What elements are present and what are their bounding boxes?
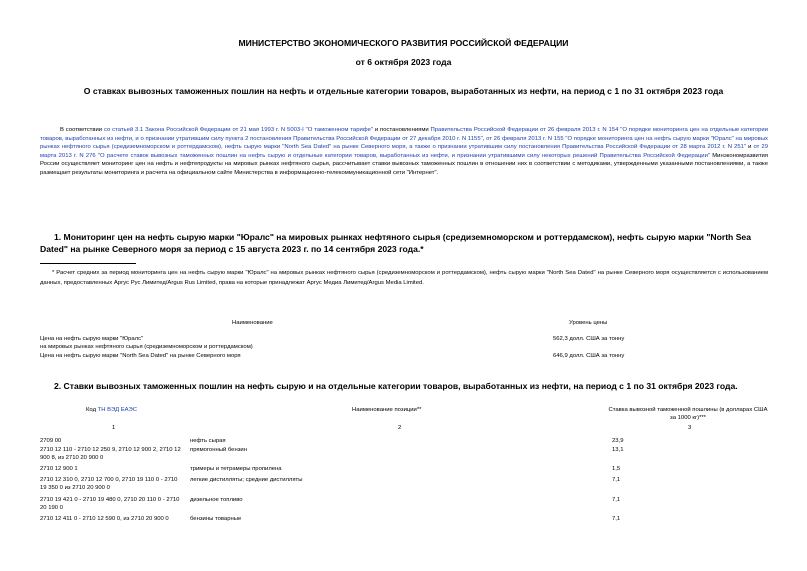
table2-row-code: 2709 00	[40, 438, 62, 444]
ministry-heading: МИНИСТЕРСТВО ЭКОНОМИЧЕСКОГО РАЗВИТИЯ РОССИЙСКОЙ ФЕДЕРАЦИИ	[238, 38, 569, 48]
table2-row-name: бензины товарные	[190, 516, 242, 522]
table2-row-name: прямогонный бензин	[190, 447, 247, 453]
table1-row-price: 646,9 долл. США за тонну	[553, 353, 625, 359]
table2-colnum: 1	[112, 425, 116, 431]
table1-row-name-line: Цена на нефть сырую марки "Юралс"	[40, 336, 144, 342]
decree-154-link[interactable]: Правительства Российской Федерации от 26 февраля 2013 г. N 154 "О порядке мониторинга цен на отдельные категории товаров, выработанных из нефти, и о признании утратившим силу пункта 2 постановления Правительства Российской Федерации от 27 декабря 2010 г. N 1155"	[40, 127, 768, 142]
table1-row-name	[40, 335, 460, 351]
intro-text: и	[746, 144, 754, 151]
footnote-divider	[40, 263, 136, 264]
table2-row-rate: 7,1	[612, 516, 621, 522]
table2-row-code: 2710 19 421 0 - 2710 19 480 0, 2710 20 110 0 - 2710 20 190 0	[40, 497, 180, 511]
table2-row-rate: 23,9	[612, 438, 624, 444]
decree-276-link[interactable]: от 29 марта 2013 г. N 276 "О расчете ставок вывозных таможенных пошлин на нефть сырую и отдельные категории товаров, выработанных из нефти, и признании утратившими силу некоторых решений Правительства Российской Федерации"	[40, 144, 768, 159]
table2-row-name: дизельное топливо	[190, 497, 243, 503]
table2-row-code: 2710 12 900 1	[40, 466, 78, 472]
document-title: О ставках вывозных таможенных пошлин на нефть и отдельные категории товаров, выработанных из нефти, на период с 1 по 31 октября 2023 года	[83, 86, 724, 96]
table1-header-price: Уровень цены	[569, 320, 608, 326]
table2-row-rate: 7,1	[612, 497, 621, 503]
section-2-heading: 2. Ставки вывозных таможенных пошлин на нефть сырую и на отдельные категории товаров, выработанных из нефти, на период с 1 по 31 октября 2023 года.	[54, 381, 738, 391]
table2-row-code: 2710 12 411 0 - 2710 12 590 0, из 2710 20 900 0	[40, 516, 169, 522]
tnved-link[interactable]: ТН ВЭД ЕАЭС	[97, 407, 137, 413]
intro-text: ,	[482, 135, 487, 142]
table2-row-rate: 7,1	[612, 477, 621, 483]
table2-row-name: легкие дистилляты; средние дистилляты	[190, 477, 303, 483]
footnote: * Расчет средних за период мониторинга цен на нефть сырую марки "Юралс" на мировых рынках нефтяного сырья (средиземноморском и роттердамском), нефть сырую марки "North Sea Dated" на рынке Северного моря осуществляется с использованием данных, предоставленных Аргус Рус Лимитед/Argus Rus Limited, права на которые принадлежат Аргус Медиа Лимитед/Argus Media Limited.	[40, 270, 768, 286]
table2-row-name: нефть сырая	[190, 438, 226, 444]
table2-row-name: тримеры и тетрамеры пропилена	[190, 466, 282, 472]
table2-row-code: 2710 12 310 0, 2710 12 700 0, 2710 19 110 0 - 2710 19 350 0 из 2710 20 900 0	[40, 477, 178, 491]
intro-text: Минэкономразвития России осуществляет мониторинг цен на нефть и нефтепродукты на мировых рынках нефтяного сырья, рассчитывает ставки вывозных таможенных пошлин в отношении них в соответствии с методиками, утвержденными указанными постановлениями, а также размещает результаты мониторинга и расчета на официальном сайте Министерства в информационно-телекоммуникационной сети "Интернет".	[40, 152, 768, 176]
table2-header-name: Наименование позиции**	[352, 407, 422, 413]
table2-header-code	[86, 406, 137, 414]
intro-text: В соответствии	[60, 127, 104, 133]
table2-header-code-text: Код	[86, 407, 98, 413]
table2-row-rate: 13,1	[612, 447, 624, 453]
intro-paragraph	[40, 126, 768, 178]
table1-row-name-line: на мировых рынках нефтяного сырья (средиземноморском и роттердамском)	[40, 344, 253, 350]
table2-row-code: 2710 12 110 - 2710 12 250 9, 2710 12 900 2, 2710 12 900 8, из 2710 20 900 0	[40, 447, 181, 461]
table1-row-price: 562,3 долл. США за тонну	[553, 336, 625, 342]
table2-header-rate: Ставка вывозной таможенной пошлины (в долларах США за 1000 кг)***	[608, 407, 768, 421]
table2-row-rate: 1,5	[612, 466, 621, 472]
table1-header-name: Наименование	[232, 320, 273, 326]
table1-row-name: Цена на нефть сырую марки "North Sea Dated" на рынке Северного моря	[40, 353, 241, 359]
table2-colnum: 2	[398, 425, 402, 431]
document-date: от 6 октября 2023 года	[355, 57, 452, 67]
section-1-heading: 1. Мониторинг цен на нефть сырую марки "Юралс" на мировых рынках нефтяного сырья (средиземноморском и роттердамском), нефть сырую марки "North Sea Dated" на рынке Северного моря за период с 15 августа 2023 г. по 14 сентября 2023 года.*	[40, 232, 751, 254]
table2-colnum: 3	[688, 425, 692, 431]
intro-text: и постановлениями	[372, 127, 431, 133]
law-link[interactable]: со статьей 3.1 Закона Российской Федерации от 21 мая 1993 г. N 5003-I "О таможенном тарифе"	[103, 127, 373, 133]
decree-155-link[interactable]: от 26 февраля 2013 г. N 155 "О порядке мониторинга цен на нефть сырую марки "Юралс" на мировых рынках нефтяного сырья (средиземноморском и роттердамском), нефть сырую марки "North Sea Dated" на рынке Северного моря, а также о признании утратившим силу постановления Правительства Российской Федерации от 28 марта 2012 г. N 251"	[40, 135, 768, 151]
